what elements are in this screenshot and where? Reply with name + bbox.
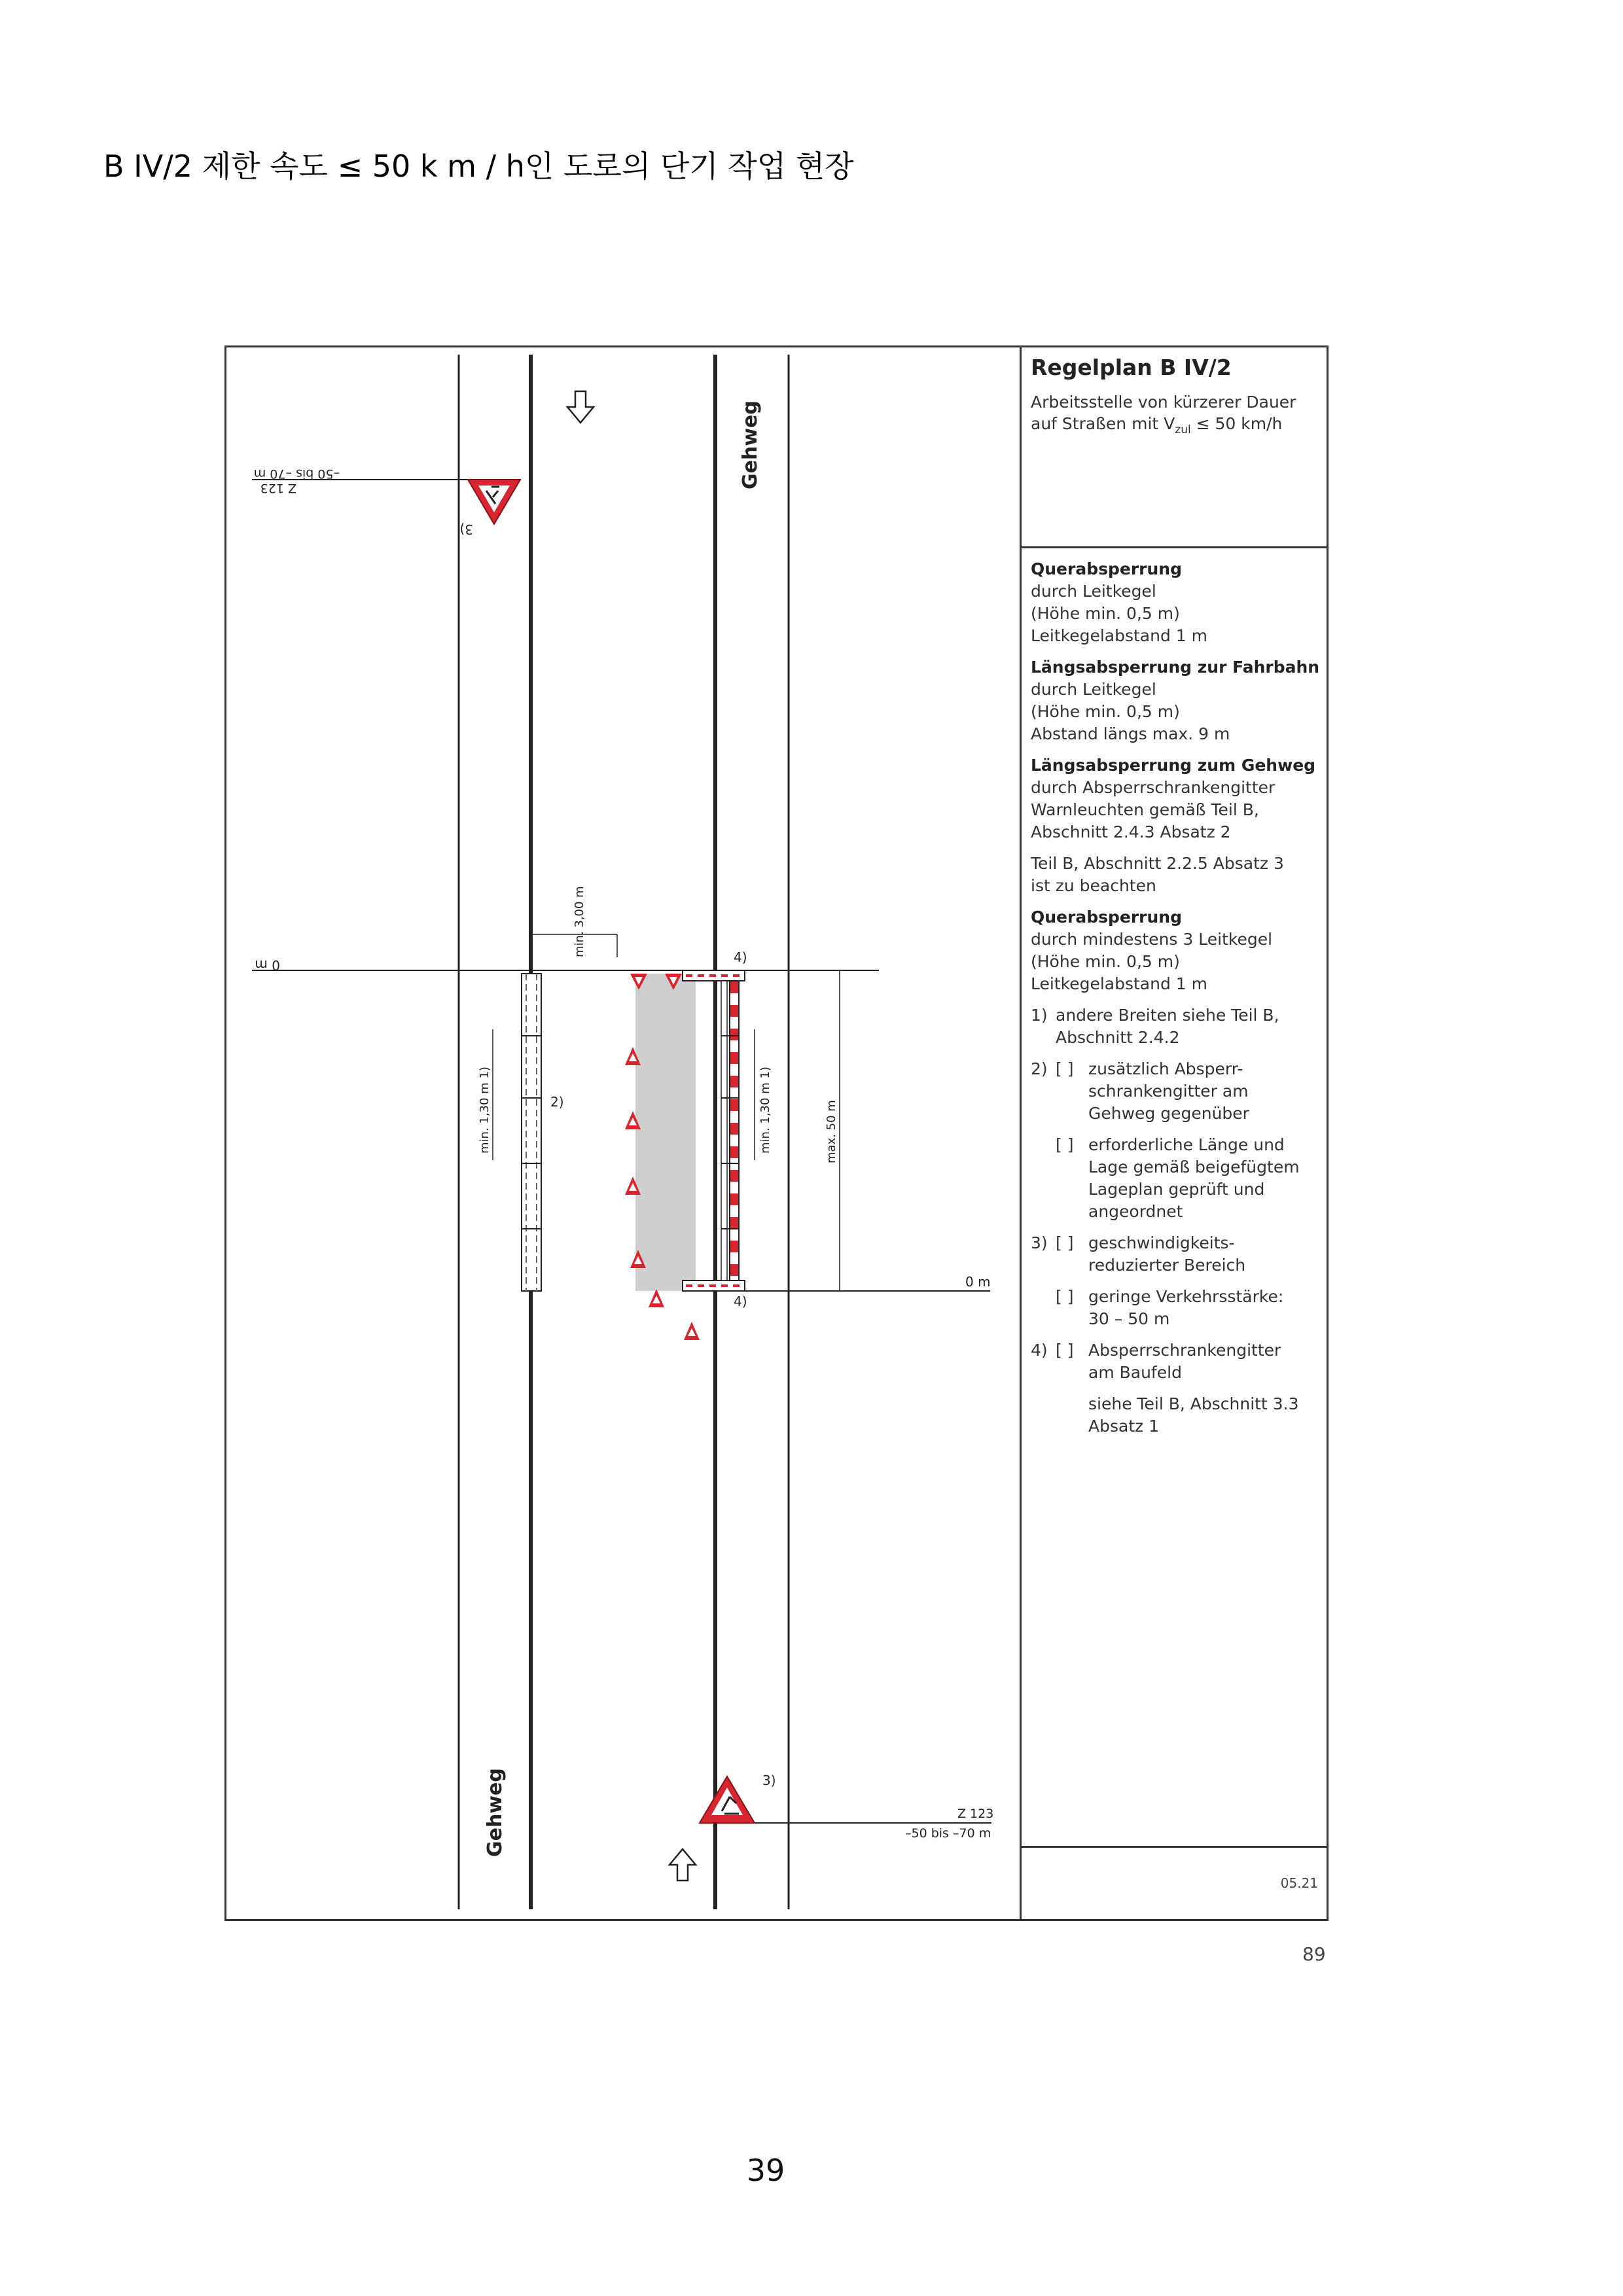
dim-min130-right: min. 1,30 m 1) bbox=[758, 1067, 772, 1154]
zero-label-left: 0 m bbox=[255, 957, 280, 973]
checkbox: [ ] bbox=[1056, 1135, 1074, 1154]
roadworks-sign-icon-top bbox=[468, 480, 520, 524]
checkbox: [ ] bbox=[1056, 1059, 1074, 1078]
barrier-left-opposite bbox=[522, 974, 541, 1291]
panel-page-number: 89 bbox=[1302, 1943, 1326, 1965]
traffic-plan-diagram bbox=[224, 345, 1020, 1921]
sign-top-distance: –50 bis –70 m bbox=[253, 467, 340, 481]
plan-date: 05.21 bbox=[1280, 1875, 1318, 1891]
label-4-bottom: 4) bbox=[734, 1294, 747, 1309]
dim-min300: min. 3,00 m bbox=[573, 886, 586, 957]
legend-quer1: Querabsperrung durch Leitkegel (Höhe min. 0,5 m) Leitkegelabstand 1 m bbox=[1031, 559, 1207, 645]
legend-note-1: 1) andere Breiten siehe Teil B, Abschnitt 2.4.2 bbox=[1031, 1006, 1279, 1047]
sign-bottom-distance: –50 bis –70 m bbox=[905, 1826, 991, 1841]
legend-quer2: Querabsperrung durch mindestens 3 Leitkegel (Höhe min. 0,5 m) Leitkegelabstand 1 m bbox=[1031, 908, 1273, 993]
gehweg-label-top: Gehweg bbox=[739, 400, 762, 489]
plan-subtitle-line2: auf Straßen mit $V_{zul} \le 50$ km/h bbox=[1031, 414, 1283, 436]
legend-note-4b: siehe Teil B, Abschnitt 3.3 Absatz 1 bbox=[1088, 1394, 1299, 1436]
roadworks-sign-icon-bottom bbox=[700, 1776, 755, 1823]
legend-laengs-gehweg: Längsabsperrung zum Gehweg durch Absperrschrankengitter Warnleuchten gemäß Teil B, Abschnitt 2.4.3 Absatz 2 bbox=[1031, 756, 1316, 841]
cone-icon bbox=[649, 1289, 664, 1307]
dim-min130-left: min. 1,30 m 1) bbox=[478, 1067, 491, 1154]
cone-icon bbox=[684, 1322, 700, 1340]
legend-panel bbox=[1020, 345, 1329, 1921]
legend-note-3a: 3) [ ] geschwindigkeits- reduzierter Bereich bbox=[1031, 1232, 1325, 1277]
barrier-sidewalk-longitudinal bbox=[721, 981, 739, 1280]
label-3-top: 3) bbox=[459, 521, 473, 537]
page-number: 39 bbox=[746, 2153, 785, 2188]
legend-note-4a: 4) [ ] Absperrschrankengitter am Baufeld bbox=[1031, 1339, 1325, 1384]
plan-subtitle-line1: Arbeitsstelle von kürzerer Dauer bbox=[1031, 393, 1296, 412]
sign-bottom-z: Z 123 bbox=[957, 1807, 994, 1821]
sign-top-z: Z 123 bbox=[260, 481, 296, 495]
arrow-down-icon bbox=[567, 391, 594, 423]
legend-note-2a: 2) [ ] zusätzlich Absperr- schrankengitter am Gehweg gegenüber bbox=[1031, 1058, 1325, 1125]
legend-footer bbox=[1022, 1846, 1329, 1921]
barrier-end-top bbox=[683, 970, 745, 981]
label-2: 2) bbox=[550, 1094, 564, 1110]
checkbox: [ ] bbox=[1056, 1341, 1074, 1360]
legend-laengs-fahrbahn: Längsabsperrung zur Fahrbahn durch Leitkegel (Höhe min. 0,5 m) Abstand längs max. 9 m bbox=[1031, 658, 1320, 743]
plan-subtitle bbox=[1031, 391, 1319, 441]
legend-hinweis: Teil B, Abschnitt 2.2.5 Absatz 3 ist zu beachten bbox=[1031, 854, 1284, 895]
plan-title: Regelplan B IV/2 bbox=[1031, 355, 1232, 380]
checkbox: [ ] bbox=[1056, 1233, 1074, 1252]
checkbox: [ ] bbox=[1056, 1287, 1074, 1306]
work-area bbox=[635, 974, 696, 1291]
legend-note-2b: [ ] erforderliche Länge und Lage gemäß beigefügtem Lageplan geprüft und angeordnet bbox=[1031, 1134, 1325, 1223]
page-title: B IV/2 제한 속도 ≤ 50 k m / h인 도로의 단기 작업 현장 bbox=[103, 149, 854, 184]
zero-label-right: 0 m bbox=[965, 1274, 991, 1290]
dim-max50: max. 50 m bbox=[825, 1100, 838, 1163]
legend-note-3b: [ ] geringe Verkehrsstärke: 30 – 50 m bbox=[1031, 1286, 1325, 1330]
label-4-top: 4) bbox=[734, 949, 747, 965]
gehweg-label-bottom: Gehweg bbox=[484, 1768, 507, 1857]
barrier-end-bottom bbox=[683, 1280, 745, 1291]
legend-body bbox=[1031, 558, 1325, 1447]
label-3-bottom: 3) bbox=[762, 1773, 776, 1788]
arrow-up-icon bbox=[669, 1849, 696, 1881]
legend-header bbox=[1022, 345, 1329, 548]
